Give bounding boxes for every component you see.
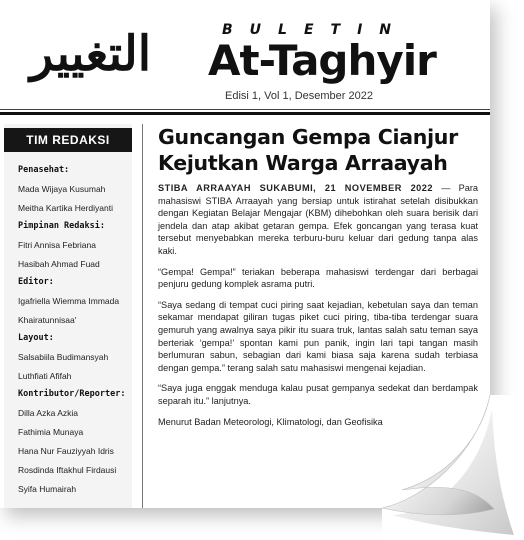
sidebar-header: TIM REDAKSI bbox=[4, 128, 132, 152]
member-name: Meitha Kartika Herdiyanti bbox=[18, 203, 113, 213]
member-name: Fathimia Munaya bbox=[18, 427, 84, 437]
member-name: Salsabiila Budimansyah bbox=[18, 352, 109, 362]
headline-line: Guncangan Gempa Cianjur bbox=[158, 125, 458, 149]
article-paragraph: “Saya sedang di tempat cuci piring saat kejadian, kebetulan saya dan teman sekamar mendapat giliran tugas piket cuci piring, tiba-tiba terdengar suara gemuruh yang awalnya saya pikir itu suara truk, lantas salah satu teman saya berteriak ‘gempa!’ spontan kami pun panik, ingin lari tapi tangan masih berlumuran sabun, sebagian dari kami biasa saja karena sudah terbiasa dengan gempa.” terang salah satu mahasiswi mengenai kejadian. bbox=[158, 299, 478, 373]
main-article bbox=[158, 124, 478, 436]
member-name: Luthfiati Afifah bbox=[18, 371, 72, 381]
headline-line: Kejutkan Warga Arraayah bbox=[158, 151, 448, 175]
role-label: Penasehat: bbox=[18, 165, 70, 175]
dateline: STIBA ARRAAYAH SUKABUMI, 21 NOVEMBER 2022 bbox=[158, 183, 434, 193]
member-name: Syifa Humairah bbox=[18, 484, 77, 494]
sidebar-body bbox=[4, 152, 132, 496]
arabic-logo: التغيير bbox=[30, 26, 152, 82]
member-name: Hasibah Ahmad Fuad bbox=[18, 259, 100, 269]
masthead-divider-thin bbox=[0, 109, 490, 110]
article-headline bbox=[158, 124, 478, 176]
member-name: Mada Wijaya Kusumah bbox=[18, 184, 106, 194]
article-paragraph: “Gempa! Gempa!” teriakan beberapa mahasiswi terdengar dari berbagai penjuru gedung komplek asrama putri. bbox=[158, 266, 478, 290]
edition-info: Edisi 1, Vol 1, Desember 2022 bbox=[225, 90, 373, 102]
article-paragraph: “Saya juga enggak menduga kalau pusat gempanya sedekat dan berdampak separah itu.” lanjutnya. bbox=[158, 383, 478, 406]
member-name: Rosdinda Iftakhul Firdausi bbox=[18, 465, 117, 475]
member-name: Fitri Annisa Febriana bbox=[18, 240, 96, 250]
paragraph-text: — Para mahasiswi STIBA Arraayah yang bersiap untuk istirahat setelah disibukkan dengan Kegiatan Belajar Mengajar (KBM) dihebohkan oleh suara berisik dari jendela dan atap akibat getaran gempa. Efek goncangan yang terasa kuat tersebut menyebabkan mereka terburu-buru keluar dari gedung tanpa alas kaki. bbox=[158, 183, 478, 256]
page-curl bbox=[382, 395, 524, 540]
member-name: Khairatunnisaa' bbox=[18, 315, 77, 325]
role-label: Editor: bbox=[18, 277, 54, 287]
buletin-label: BULETIN bbox=[222, 22, 408, 38]
column-divider bbox=[142, 124, 143, 508]
role-label: Layout: bbox=[18, 333, 54, 343]
newsletter-title: At-Taghyir bbox=[208, 36, 436, 85]
article-paragraph: Menurut Badan Meteorologi, Klimatologi, dan Geofisika bbox=[158, 416, 383, 427]
member-name: Hana Nur Fauziyyah Idris bbox=[18, 446, 114, 456]
masthead bbox=[0, 0, 490, 110]
role-label: Pimpinan Redaksi: bbox=[18, 221, 105, 231]
member-name: Dilla Azka Azkia bbox=[18, 408, 78, 418]
masthead-divider-thick bbox=[0, 112, 490, 115]
editorial-team-sidebar bbox=[4, 124, 132, 508]
article-paragraph bbox=[158, 182, 478, 258]
member-name: Igafriella Wiemma Immada bbox=[18, 296, 120, 306]
role-label: Kontributor/Reporter: bbox=[18, 389, 126, 399]
